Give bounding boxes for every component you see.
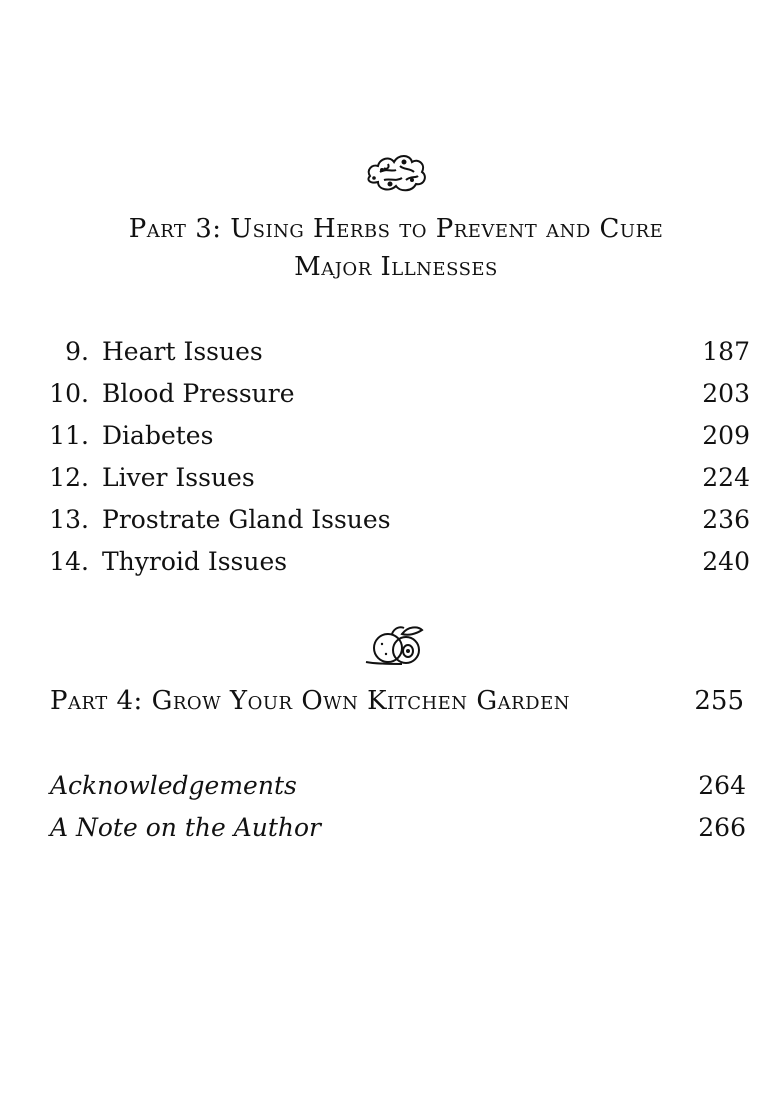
part-3-heading-line-1: Part 3: Using Herbs to Prevent and Cure (128, 214, 664, 244)
toc-entry-heart-issues[interactable] (44, 331, 750, 373)
chapter-number: 10. (49, 379, 89, 408)
chapter-number: 9. (65, 337, 89, 366)
chapter-title: Blood Pressure (102, 379, 295, 408)
chapter-page: 209 (702, 421, 750, 450)
chapter-title: Prostrate Gland Issues (102, 505, 391, 534)
chapter-number: 13. (49, 505, 89, 534)
chapter-title: Diabetes (102, 421, 214, 450)
toc-entry-part-4[interactable] (50, 680, 750, 722)
toc-entry-liver-issues[interactable] (44, 457, 750, 499)
chapter-number: 12. (49, 463, 89, 492)
part-3-heading-line-2: Major Illnesses (294, 252, 498, 282)
part-3-heading (40, 210, 752, 286)
fruit-icon (362, 620, 434, 668)
toc-entry-thyroid-issues[interactable] (44, 541, 750, 583)
toc-entry-blood-pressure[interactable] (44, 373, 750, 415)
toc-entry-prostrate-gland-issues[interactable] (44, 499, 750, 541)
toc-entry-diabetes[interactable] (44, 415, 750, 457)
back-matter-list (50, 765, 746, 849)
back-matter-page: 264 (698, 771, 746, 800)
toc-entry-acknowledgements[interactable] (50, 765, 746, 807)
back-matter-page: 266 (698, 813, 746, 842)
back-matter-title: A Note on the Author (50, 813, 322, 842)
chapter-title: Thyroid Issues (102, 547, 288, 576)
chapter-page: 240 (702, 547, 750, 576)
chapter-page: 187 (702, 337, 750, 366)
back-matter-title: Acknowledgements (50, 771, 297, 800)
chapter-page: 224 (702, 463, 750, 492)
chapter-title: Liver Issues (102, 463, 255, 492)
chapter-page: 203 (702, 379, 750, 408)
ginger-root-icon (360, 146, 432, 198)
chapter-title: Heart Issues (102, 337, 263, 366)
toc-entry-note-on-author[interactable] (50, 807, 746, 849)
chapter-number: 11. (49, 421, 89, 450)
chapter-list (44, 331, 750, 583)
part-4-title: Part 4: Grow Your Own Kitchen Garden (50, 686, 570, 716)
part-4-page: 255 (694, 686, 744, 716)
chapter-page: 236 (702, 505, 750, 534)
chapter-number: 14. (49, 547, 89, 576)
